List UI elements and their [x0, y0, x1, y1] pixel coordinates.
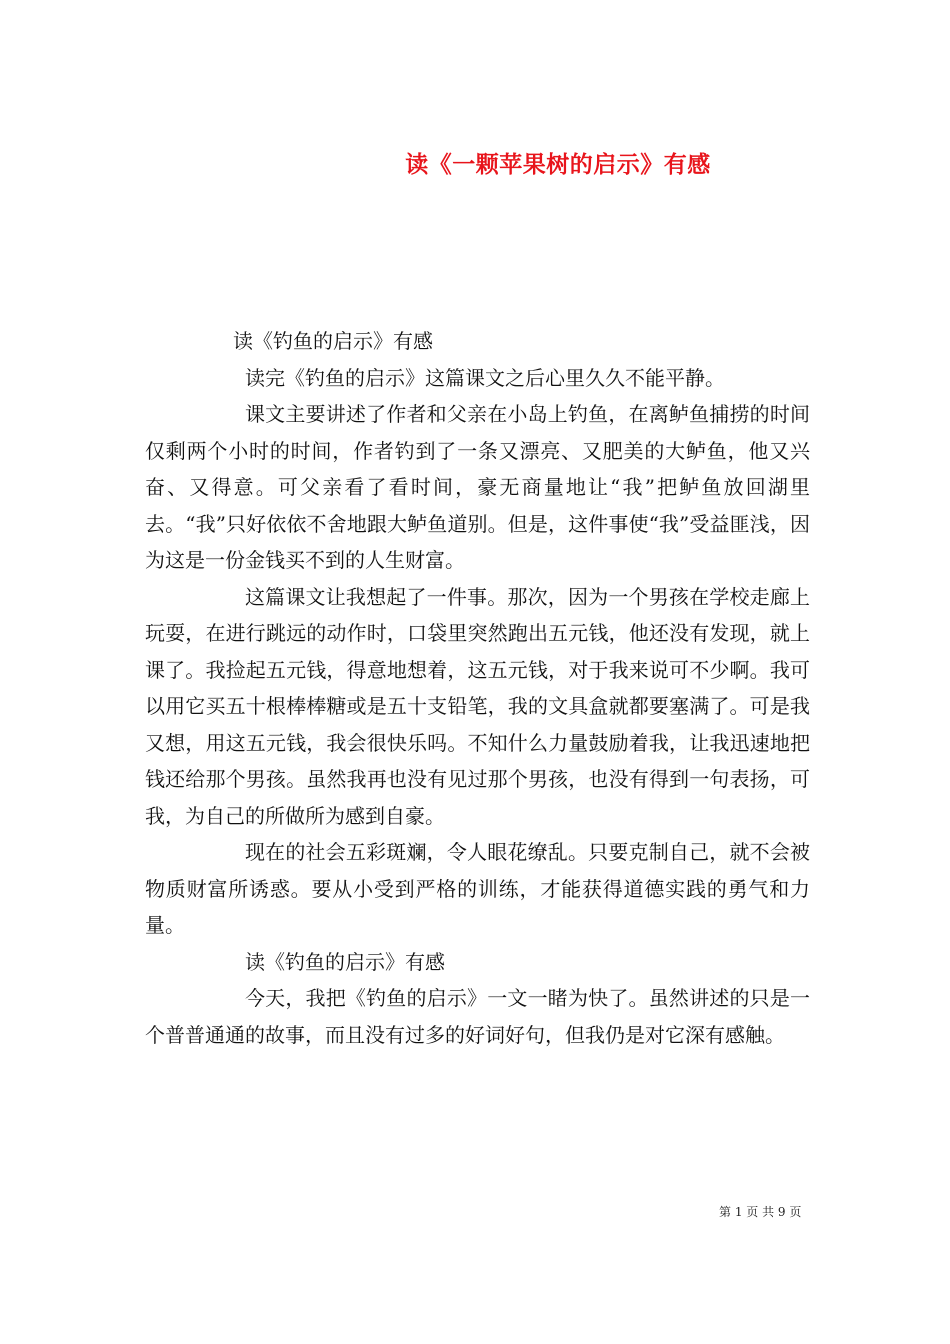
body-paragraph: 现在的社会五彩斑斓，令人眼花缭乱。只要克制自己，就不会被物质财富所诱惑。要从小受到严格的训练，才能获得道德实践的勇气和力量。: [145, 840, 810, 937]
body-paragraph: 这篇课文让我想起了一件事。那次，因为一个男孩在学校走廊上玩耍，在进行跳远的动作时，口袋里突然跑出五元钱，他还没有发现，就上课了。我捡起五元钱，得意地想着，这五元钱，对于我来说可不少啊。我可以用它买五十根棒棒糖或是五十支铅笔，我的文具盒就都要塞满了。可是我又想，用这五元钱，我会很快乐吗。不知什么力量鼓励着我，让我迅速地把钱还给那个男孩。虽然我再也没有见过那个男孩，也没有得到一句表扬，可我，为自己的所做所为感到自豪。: [145, 584, 810, 828]
document-body: [145, 323, 810, 1053]
page-number: 第 1 页 共 9 页: [719, 1205, 802, 1219]
body-paragraph: 课文主要讲述了作者和父亲在小岛上钓鱼，在离鲈鱼捕捞的时间仅剩两个小时的时间，作者钓到了一条又漂亮、又肥美的大鲈鱼，他又兴奋、又得意。可父亲看了看时间，豪无商量地让“我”把鲈鱼放回湖里去。“我”只好依依不舍地跟大鲈鱼道别。但是，这件事使“我”受益匪浅，因为这是一份金钱买不到的人生财富。: [145, 402, 810, 572]
section-heading: 读《钓鱼的启示》有感: [245, 949, 445, 974]
section-heading: 读《钓鱼的启示》有感: [233, 329, 433, 353]
intro-paragraph: 读完《钓鱼的启示》这篇课文之后心里久久不能平静。: [245, 365, 725, 390]
body-paragraph: 今天，我把《钓鱼的启示》一文一睹为快了。虽然讲述的只是一个普普通通的故事，而且没有过多的好词好句，但我仍是对它深有感触。: [145, 986, 810, 1047]
document-title: 读《一颗苹果树的启示》有感: [405, 151, 711, 179]
